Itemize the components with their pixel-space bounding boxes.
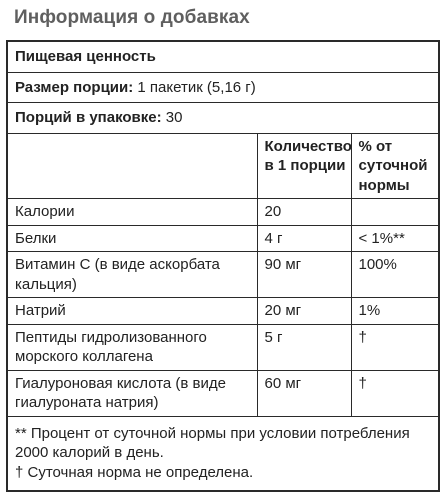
nutrient-amount: 90 мг xyxy=(257,252,351,298)
nutrition-heading-row xyxy=(7,41,439,72)
footnote-dagger: † Суточная норма не определена. xyxy=(15,463,254,481)
footnote-double-star: ** Процент от суточной нормы при условии потребления 2000 калорий в день. xyxy=(15,424,410,461)
column-header-row xyxy=(7,133,439,199)
nutrient-daily-value: 1% xyxy=(351,298,439,325)
nutrition-heading: Пищевая ценность xyxy=(7,41,439,72)
nutrient-name: Гиалуроновая кислота (в виде гиалуроната натрия) xyxy=(7,370,257,416)
serving-size-label: Размер порции: xyxy=(15,78,134,96)
table-row xyxy=(7,252,439,298)
nutrient-daily-value: † xyxy=(351,324,439,370)
nutrient-daily-value xyxy=(351,199,439,226)
column-header-daily-value: % от суточной нормы xyxy=(351,133,439,199)
nutrient-amount: 60 мг xyxy=(257,370,351,416)
serving-size-row xyxy=(7,72,439,103)
nutrient-name: Белки xyxy=(7,225,257,252)
column-header-amount: Количество в 1 порции xyxy=(257,133,351,199)
nutrient-amount: 20 мг xyxy=(257,298,351,325)
nutrient-daily-value: 100% xyxy=(351,252,439,298)
table-row xyxy=(7,298,439,325)
serving-size xyxy=(7,72,439,103)
servings-per-container-row xyxy=(7,103,439,134)
nutrient-name: Натрий xyxy=(7,298,257,325)
nutrient-name: Пептиды гидролизованного морского коллагена xyxy=(7,324,257,370)
supplement-facts-table xyxy=(6,40,440,492)
serving-size-value: 1 пакетик (5,16 г) xyxy=(137,78,256,96)
servings-value: 30 xyxy=(165,109,183,126)
nutrient-daily-value: < 1%** xyxy=(351,225,439,252)
nutrient-daily-value: † xyxy=(351,370,439,416)
nutrient-amount: 20 xyxy=(257,199,351,226)
table-row xyxy=(7,370,439,416)
nutrient-amount: 4 г xyxy=(257,225,351,252)
column-header-blank xyxy=(7,133,257,199)
table-row xyxy=(7,225,439,252)
table-row xyxy=(7,199,439,226)
page-title: Информация о добавках xyxy=(14,7,250,28)
servings-per-container xyxy=(7,103,439,134)
table-row xyxy=(7,324,439,370)
nutrient-name: Калории xyxy=(7,199,257,226)
servings-label: Порций в упаковке: xyxy=(15,109,162,126)
nutrient-amount: 5 г xyxy=(257,324,351,370)
nutrient-name: Витамин С (в виде аскорбата кальция) xyxy=(7,252,257,298)
